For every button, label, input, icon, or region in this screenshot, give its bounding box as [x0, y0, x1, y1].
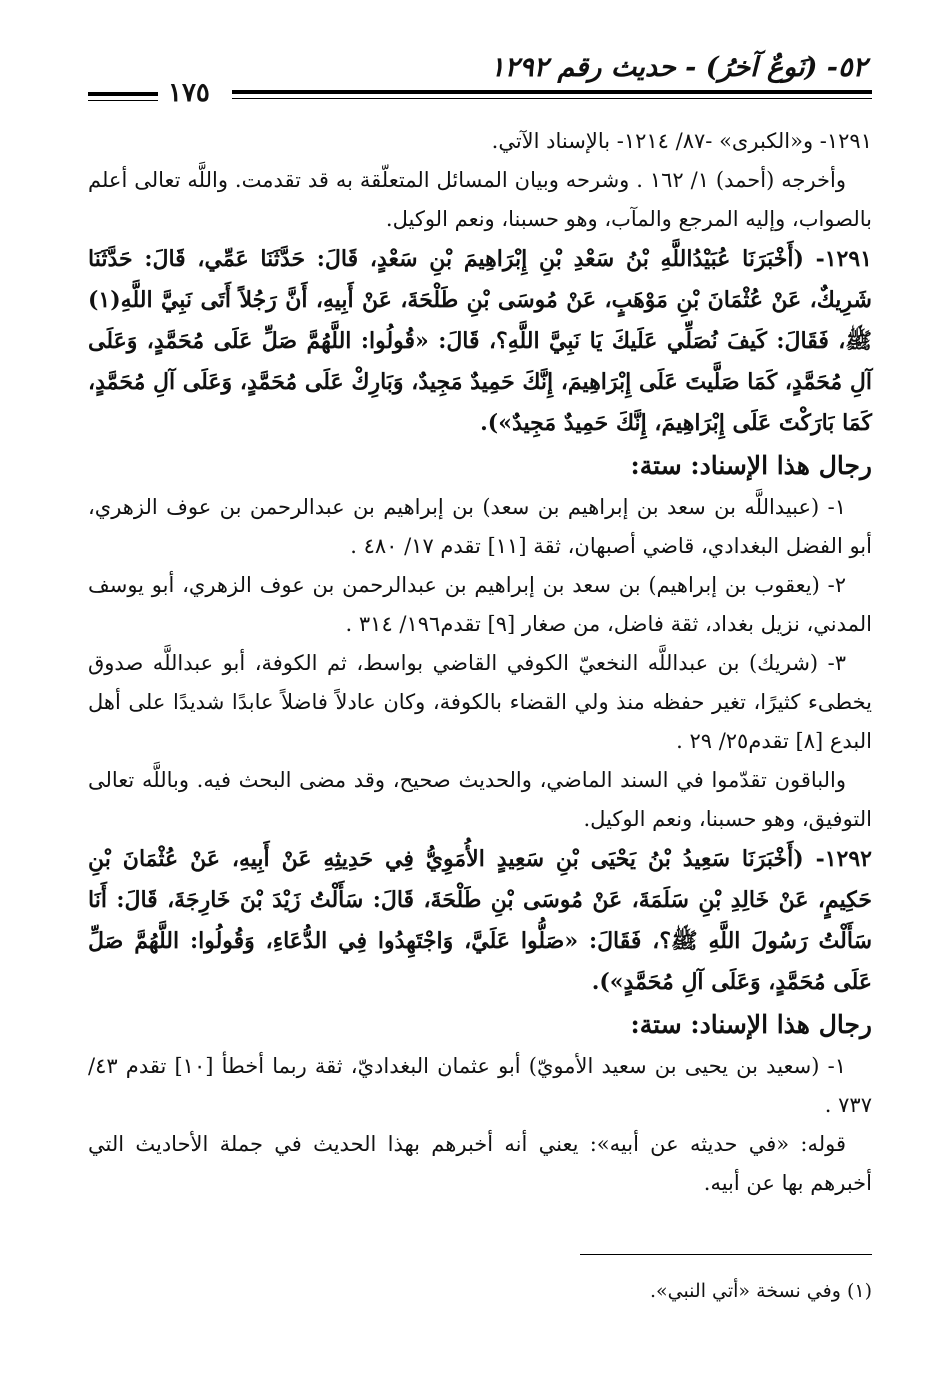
paragraph-remaining: والباقون تقدّموا في السند الماضي، والحديث صحيح، وقد مضى البحث فيه. وباللَّه تعالى التوفيق، وهو حسبنا، ونعم الوكيل. [88, 768, 872, 831]
section-heading-narrators: رجال هذا الإسناد: ستة: [630, 1010, 872, 1039]
narrator-entry: ٣- (شريك) بن عبداللَّه النخعيّ الكوفي القاضي بواسط، ثم الكوفة، أبو عبداللَّه صدوق يخطىء كثيرًا، تغير حفظه منذ ولي القضاء بالكوفة، وكان عادلاً فاضلاً عابدًا شديدًا على أهل البدع [٨] تقدم٢٥/ ٢٩ . [88, 651, 872, 753]
header-rule [232, 90, 872, 94]
narrator-entry: ١- (سعيد بن يحيى بن سعيد الأمويّ) أبو عثمان البغداديّ، ثقة ربما أخطأ [١٠] تقدم ٤٣/ ٧٣٧ . [88, 1054, 872, 1117]
paragraph-continuation: ١٢٩١- و«الكبرى» -٨٧/ ١٢١٤- بالإسناد الآتي. [491, 129, 872, 153]
narrator-entry: ٢- (يعقوب بن إبراهيم) بن سعد بن إبراهيم بن عبدالرحمن بن عوف الزهري، أبو يوسف المدني، نزيل بغداد، ثقة فاضل، من صغار [٩] تقدم١٩٦/ ٣١٤ . [88, 573, 872, 636]
paragraph-takhrij: وأخرجه (أحمد) ١/ ١٦٢ . وشرحه وبيان المسائل المتعلّقة به قد تقدمت. واللَّه تعالى أعلم بالصواب، وإليه المرجع والمآب، وهو حسبنا، ونعم الوكيل. [88, 168, 872, 231]
page-number-rule-thin [88, 100, 158, 101]
hadith-1292: ١٢٩٢- (أَخْبَرَنَا سَعِيدُ بْنُ يَحْيَى بْنِ سَعِيدٍ الأُمَوِيُّ فِي حَدِيثِهِ عَنْ أَبِيهِ، عَنْ عُثْمَانَ بْنِ حَكِيمٍ، عَنْ خَالِدِ بْنِ سَلَمَةَ، عَنْ مُوسَى بْنِ طَلْحَةَ، قَالَ: سَأَلْتُ زَيْدَ بْنَ خَارِجَةَ، قَالَ: أَنَا سَأَلْتُ رَسُولَ اللَّهِ ﷺ؟، فَقَالَ: «صَلُّوا عَلَيَّ، وَاجْتَهِدُوا فِي الدُّعَاءِ، وَقُولُوا: اللَّهُمَّ صَلِّ عَلَى مُحَمَّدٍ، وَعَلَى آلِ مُحَمَّدٍ»). [88, 846, 872, 995]
footnote: (١) وفي نسخة «أتي النبي». [649, 1280, 872, 1302]
header-rule-thin [232, 98, 872, 99]
page-number: ١٧٥ [168, 78, 210, 108]
page-number-rule [88, 92, 158, 96]
narrator-entry: ١- (عبيداللَّه بن سعد بن إبراهيم بن سعد) بن إبراهيم بن عبدالرحمن بن عوف الزهري، أبو الفضل البغدادي، قاضي أصبهان، ثقة [١١] تقدم ١٧/ ٤٨٠ . [88, 495, 872, 558]
running-title: ٥٢- (نَوعٌ آخرُ) - حديث رقم ١٢٩٢ [490, 52, 867, 83]
hadith-1291: ١٢٩١- (أَخْبَرَنَا عُبَيْدُاللَّهِ بْنُ سَعْدِ بْنِ إِبْرَاهِيمَ بْنِ سَعْدٍ، قَالَ: حَدَّثَنَا عَمِّي، قَالَ: حَدَّثَنَا شَرِيكٌ، عَنْ عُثْمَانَ بْنِ مَوْهَبٍ، عَنْ مُوسَى بْنِ طَلْحَةَ، عَنْ أَبِيهِ، أَنَّ رَجُلاً أَتَى نَبِيَّ اللَّهِ(١) ﷺ، فَقَالَ: كَيفَ نُصَلِّي عَلَيكَ يَا نَبِيَّ اللَّهِ؟، قَالَ: «قُولُوا: اللَّهُمَّ صَلِّ عَلَى مُحَمَّدٍ، وَعَلَى آلِ مُحَمَّدٍ، كَمَا صَلَّيتَ عَلَى إِبْرَاهِيمَ، إِنَّكَ حَمِيدٌ مَجِيدٌ، وَبَارِكْ عَلَى مُحَمَّدٍ، وَعَلَى آلِ مُحَمَّدٍ، كَمَا بَارَكْتَ عَلَى إِبْرَاهِيمَ، إِنَّكَ حَمِيدٌ مَجِيدٌ»). [88, 246, 872, 436]
footnote-rule [580, 1254, 872, 1255]
page-body [88, 122, 872, 1203]
paragraph-commentary: قوله: «في حديثه عن أبيه»: يعني أنه أخبرهم بهذا الحديث في جملة الأحاديث التي أخبرهم بها عن أبيه. [88, 1132, 872, 1195]
section-heading-narrators: رجال هذا الإسناد: ستة: [630, 451, 872, 480]
